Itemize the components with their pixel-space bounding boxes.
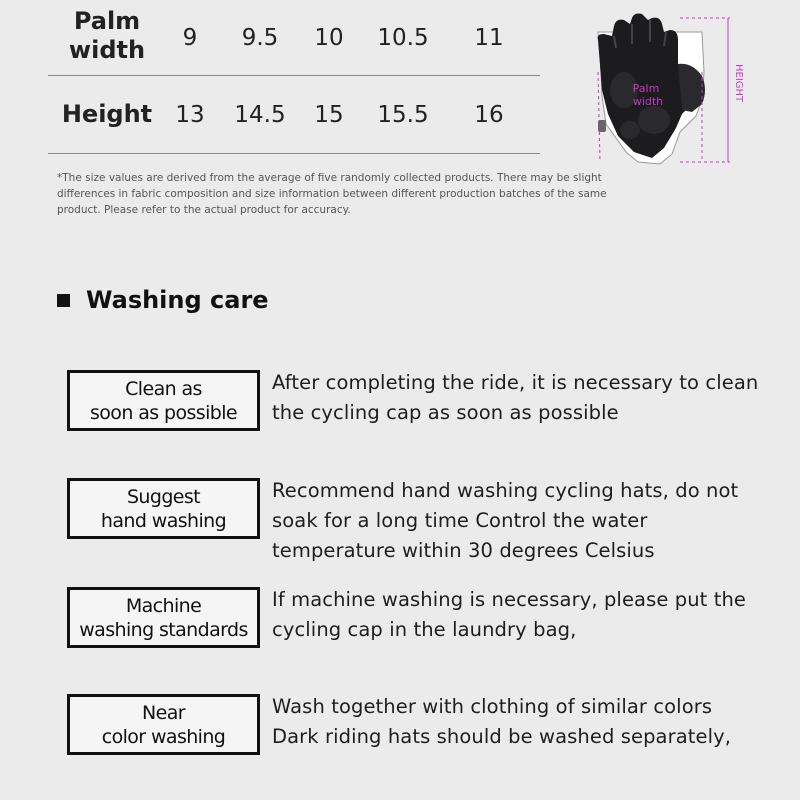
table-cell: 9.5 [241, 24, 279, 51]
table-cell: 9 [182, 24, 198, 51]
care-label: Suggest hand washing [100, 485, 227, 532]
care-description: Wash together with clothing of similar colors Dark riding hats should be washed separately, [272, 695, 732, 748]
care-label-box [67, 478, 260, 539]
table-cell: 11 [474, 24, 504, 51]
table-cell: 15 [314, 101, 344, 128]
care-label-box [67, 370, 260, 431]
care-description: Recommend hand washing cycling hats, do not soak for a long time Control the water temperature within 30 degrees Celsius [272, 479, 739, 562]
washing-care-heading [57, 286, 269, 314]
size-table [48, 0, 540, 154]
care-description: If machine washing is necessary, please put the cycling cap in the laundry bag, [272, 588, 747, 641]
row-values [166, 0, 540, 75]
care-label: Clean as soon as possible [89, 377, 237, 424]
glove-diagram [590, 12, 760, 180]
care-item [67, 694, 767, 756]
care-label: Machine washing standards [79, 594, 248, 641]
care-item [67, 478, 767, 562]
care-item [67, 370, 767, 432]
care-label: Near color washing [101, 701, 226, 748]
palm-width-label-line1: Palm [632, 82, 660, 95]
table-row-palm-width [48, 0, 540, 76]
size-footnote: *The size values are derived from the average of five randomly collected products. There may be slight differences in fabric composition and size information between different production batches of the same product. Please refer to the actual product for accuracy. [57, 172, 607, 216]
table-cell: 10.5 [377, 24, 429, 51]
row-label-height: Height [61, 100, 153, 128]
table-cell: 16 [474, 101, 504, 128]
table-row-height [48, 76, 540, 154]
height-label: HEIGHT [733, 64, 744, 103]
table-cell: 10 [314, 24, 344, 51]
care-description: After completing the ride, it is necessary to clean the cycling cap as soon as possible [272, 371, 759, 424]
care-item [67, 587, 767, 649]
table-cell: 14.5 [234, 101, 286, 128]
table-cell: 13 [175, 101, 205, 128]
square-bullet-icon [57, 294, 70, 307]
row-label-palm-width: Palm width [68, 6, 146, 64]
row-values [166, 76, 540, 153]
care-label-box [67, 694, 260, 755]
palm-width-label-line2: width [632, 95, 664, 108]
table-cell: 15.5 [377, 101, 429, 128]
care-label-box [67, 587, 260, 648]
section-title: Washing care [86, 286, 269, 314]
